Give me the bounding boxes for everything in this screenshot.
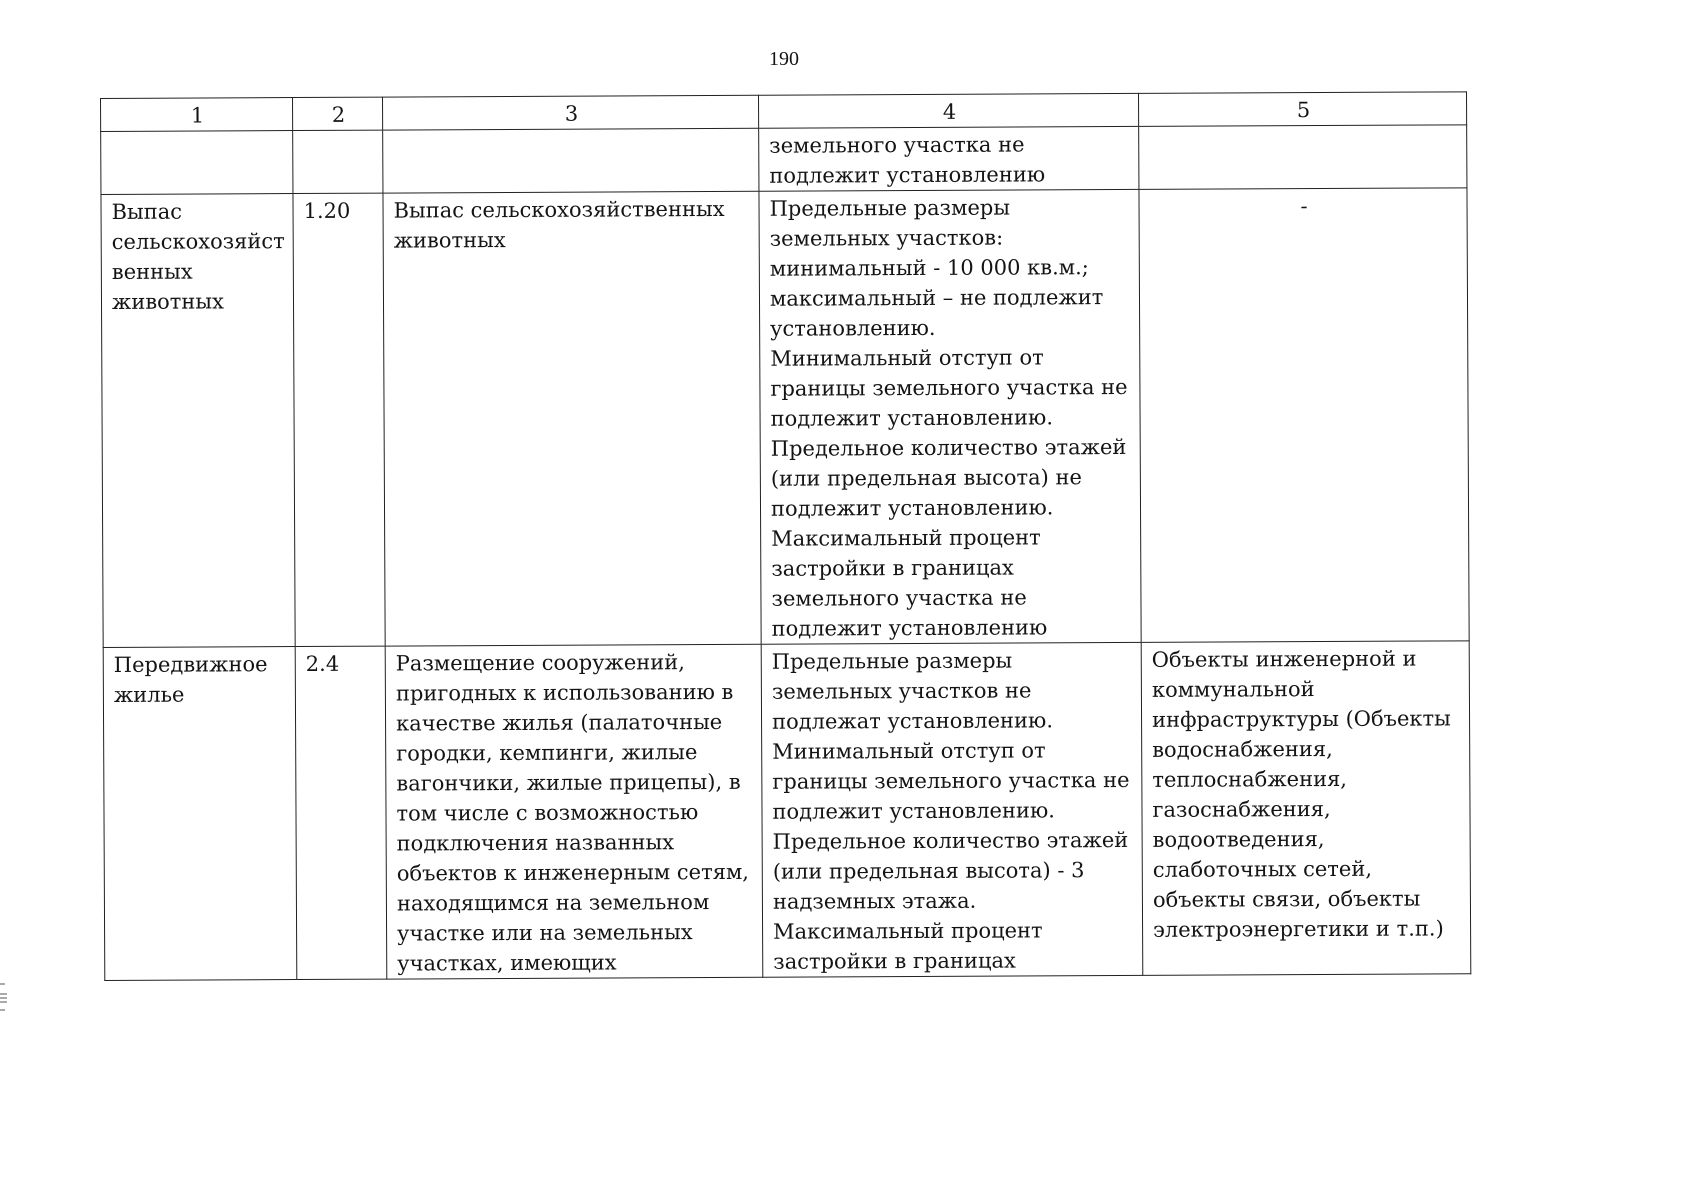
- continuation-cell-3: [383, 128, 759, 193]
- table-row: [103, 641, 1471, 981]
- row-2-code-cell: [295, 646, 387, 979]
- continuation-parameters: земельного участка не подлежит установлению: [769, 132, 1046, 188]
- use-description: Размещение сооружений, пригодных к использованию в качестве жилья (палаточные городки, кемпинги, жилые вагончики, жилые прицепы), в том числе с возможностью подключения названных объектов к инженерным сетям, находящимся на земельном участке или на земельных участках, имеющих: [395, 650, 750, 976]
- header-col-2: 2: [293, 97, 383, 130]
- use-parameters: Предельные размеры земельных участков не подлежат установлению. Минимальный отступ от границы земельного участка не подлежит установлению. Предельное количество этажей (или предельная высота) - 3 надземных этажа. Максимальный процент застройки в границах: [771, 648, 1130, 974]
- continuation-cell-4: [759, 126, 1139, 191]
- use-code: 1.20: [303, 198, 351, 224]
- row-1-auxiliary-cell: [1139, 188, 1469, 643]
- continuation-cell-5: [1139, 125, 1467, 190]
- use-name: Передвижное жилье: [113, 652, 268, 707]
- continuation-cell-2: [293, 130, 383, 193]
- row-2-parameters-cell: [761, 642, 1143, 977]
- header-col-5: 5: [1138, 92, 1466, 127]
- zoning-table: [100, 91, 1471, 981]
- scan-margin-marks: [0, 980, 8, 1015]
- header-col-3: 3: [382, 95, 758, 130]
- row-2-description-cell: [385, 644, 763, 979]
- header-col-4: 4: [758, 93, 1138, 128]
- row-1-name-cell: [101, 194, 295, 648]
- use-auxiliary: Объекты инженерной и коммунальной инфраструктуры (Объекты водоснабжения, теплоснабжения, газоснабжения, водоотведения, слаботочных сетей, объекты связи, объекты электроэнергетики и т.п.): [1151, 646, 1451, 942]
- page-number: 190: [769, 48, 799, 70]
- row-2-auxiliary-cell: [1141, 641, 1471, 976]
- table-row: [101, 188, 1469, 648]
- use-description: Выпас сельскохозяйственных животных: [393, 196, 725, 253]
- use-code: 2.4: [305, 651, 340, 677]
- scan-artifact-icon: [0, 980, 8, 1014]
- header-col-1: 1: [101, 98, 293, 132]
- use-auxiliary: -: [1300, 194, 1308, 219]
- continuation-cell-1: [101, 131, 293, 195]
- row-1-parameters-cell: [759, 189, 1141, 644]
- use-name: Выпас сельскохозяйст венных животных: [111, 199, 285, 314]
- row-1-description-cell: [383, 191, 761, 646]
- row-1-code-cell: [293, 193, 385, 646]
- row-2-name-cell: [103, 647, 297, 981]
- table-row-continuation: [101, 125, 1467, 195]
- use-parameters: Предельные размеры земельных участков: минимальный - 10 000 кв.м.; максимальный – не подлежит установлению. Минимальный отступ от границы земельного участка не подлежит установлению. Предельное количество этажей (или предельная высота) не подлежит установлению. Максимальный процент застройки в границах земельного участка не подлежит установлению: [769, 195, 1128, 641]
